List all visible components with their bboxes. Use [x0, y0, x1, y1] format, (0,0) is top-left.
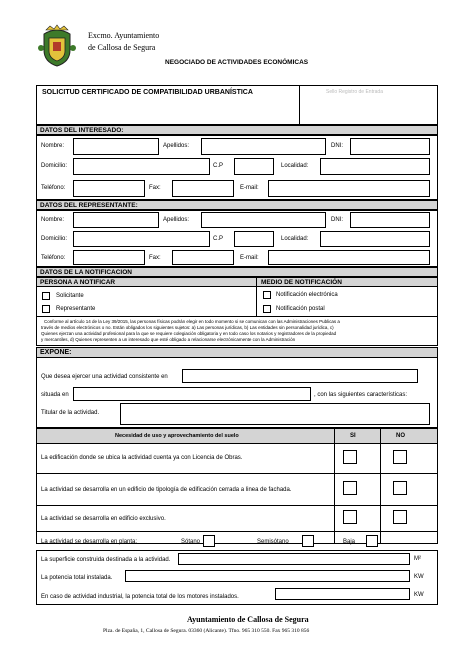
persona-title: PERSONA A NOTIFICAR	[40, 279, 116, 286]
label-localidad: Localidad:	[281, 163, 309, 169]
legal-line4: y mercantiles, d) Quienes representen a un interesado que esté obligado a relacionarse electrónicamente con la Administración	[41, 337, 296, 342]
rep-label-cp: C.P	[213, 236, 224, 242]
footer-address: Plza. de España, 1, Callosa de Segura. 03360 (Alicante). Tfno. 965 310 550. Fax 965 310 856	[103, 628, 310, 634]
apellidos-field[interactable]	[201, 138, 326, 155]
medio-title: MEDIO DE NOTIFICACIÓN	[261, 279, 342, 286]
label-cp: C.P	[213, 163, 224, 169]
telefono-field[interactable]	[73, 180, 145, 197]
rep-cp-field[interactable]	[234, 231, 274, 247]
nombre-field[interactable]	[73, 138, 159, 155]
row5-label: La superficie construida destinada a la actividad.	[41, 557, 171, 563]
rep-localidad-field[interactable]	[320, 231, 430, 247]
legal-line3: Quienes ejerzan una actividad profesional para la que se requiere colegiación obligatoria y en todo caso los notarios y registradores de la propiedad	[41, 331, 337, 336]
org-line2: de Callosa de Segura	[88, 43, 156, 52]
rep-apellidos-field[interactable]	[201, 212, 326, 228]
row1-no-checkbox[interactable]	[393, 450, 407, 464]
fax-field[interactable]	[172, 180, 234, 197]
notificacion-divider-2	[256, 287, 257, 317]
row4-label: La actividad se desarrolla en planta:	[41, 539, 138, 545]
rep-label-fax: Fax:	[149, 255, 161, 261]
solicitante-label: Solicitante	[56, 293, 84, 299]
stamp-label: Sello Registro de Entrada	[326, 89, 383, 95]
semisotano-checkbox[interactable]	[302, 535, 314, 547]
section-notificacion-title: DATOS DE LA NOTIFICACION	[40, 269, 132, 276]
rep-dni-field[interactable]	[350, 212, 430, 228]
rep-fax-field[interactable]	[172, 250, 234, 265]
sotano-label: Sótano	[181, 539, 201, 545]
motores-field[interactable]	[275, 588, 410, 600]
solicitante-checkbox[interactable]	[42, 292, 50, 300]
org-line1: Excmo. Ayuntamiento	[88, 31, 160, 40]
label-email: E-mail:	[240, 185, 259, 191]
label-domicilio: Domicilio:	[41, 163, 68, 169]
postal-checkbox[interactable]	[263, 305, 271, 313]
department-title: NEGOCIADO DE ACTIVIDADES ECONÓMICAS	[165, 59, 309, 66]
sotano-checkbox[interactable]	[203, 535, 215, 547]
row2-si-checkbox[interactable]	[343, 481, 357, 495]
section-representante-title: DATOS DEL REPRESENTANTE:	[40, 202, 138, 209]
superficie-field[interactable]	[178, 553, 410, 565]
section-expone	[36, 347, 438, 358]
section-expone-title: EXPONE:	[40, 349, 72, 356]
rep-telefono-field[interactable]	[73, 250, 145, 265]
postal-label: Notificación postal	[276, 306, 325, 312]
representante-label: Representante	[56, 306, 96, 312]
row3-label: La actividad se desarrolla en edificio exclusivo.	[41, 516, 166, 522]
row7-label: En caso de actividad industrial, la potencia total de los motores instalados.	[41, 594, 239, 600]
unit-kw2: KW	[414, 592, 424, 598]
caracteristicas-label: , con las siguientes características:	[314, 392, 408, 398]
situada-label: situada en	[41, 392, 69, 398]
form-title: SOLICITUD CERTIFICADO DE COMPATIBILIDAD URBANÍSTICA	[42, 89, 253, 96]
rep-label-email: E-mail:	[240, 255, 259, 261]
rep-nombre-field[interactable]	[73, 212, 159, 228]
unit-m2: M²	[414, 556, 421, 562]
row2-no-checkbox[interactable]	[393, 481, 407, 495]
label-telefono: Teléfono:	[41, 185, 66, 191]
label-fax: Fax:	[149, 185, 161, 191]
legal-line2: través de medios electrónicos o no. Están obligados los siguientes sujetos: a) Las personas jurídicas, b) Las entidades sin personalidad jurídica, c)	[41, 325, 334, 330]
rep-label-telefono: Teléfono:	[41, 255, 66, 261]
coat-of-arms-icon	[36, 24, 78, 68]
electronica-label: Notificación electrónica	[276, 292, 338, 298]
label-nombre: Nombre:	[41, 143, 65, 149]
row6-label: La potencia total instalada.	[41, 575, 113, 581]
rep-label-apellidos: Apellidos:	[163, 217, 190, 223]
legal-line1: Conforme al artículo 14 de la Ley 39/2015, las personas físicas podrán elegir en todo momento si se comunican con las Administraciones Publicas a	[44, 319, 340, 324]
row-divider-1	[36, 473, 438, 474]
row1-si-checkbox[interactable]	[343, 450, 357, 464]
uso-header-label: Necesidad de uso y aprovechamiento del suelo	[115, 433, 239, 439]
notificacion-area	[36, 287, 438, 317]
row2-label: La actividad se desarrolla en un edificio de tipología de edificación cerrada a linea de fachada.	[41, 487, 292, 493]
localidad-field[interactable]	[320, 158, 430, 175]
row1-label: La edificación donde se ubica la actividad cuenta ya con Licencia de Obras.	[41, 455, 243, 461]
electronica-checkbox[interactable]	[263, 291, 271, 299]
row3-si-checkbox[interactable]	[343, 510, 357, 524]
row-divider-2	[36, 505, 438, 506]
label-apellidos: Apellidos:	[163, 143, 190, 149]
domicilio-field[interactable]	[73, 158, 210, 175]
actividad-label: Que desea ejercer una actividad consistente en	[41, 374, 168, 380]
titular-field[interactable]	[120, 403, 430, 425]
label-dni: DNI:	[331, 143, 343, 149]
unit-kw1: KW	[414, 574, 424, 580]
rep-domicilio-field[interactable]	[73, 231, 210, 247]
representante-checkbox[interactable]	[42, 305, 50, 313]
si-header: SI	[350, 433, 356, 439]
no-header: NO	[396, 433, 405, 439]
rep-label-localidad: Localidad:	[281, 236, 309, 242]
actividad-field[interactable]	[182, 369, 418, 383]
rep-label-nombre: Nombre:	[41, 217, 65, 223]
rep-label-dni: DNI:	[331, 217, 343, 223]
situada-field[interactable]	[73, 387, 311, 401]
row3-no-checkbox[interactable]	[393, 510, 407, 524]
footer-org: Ayuntamiento de Callosa de Segura	[187, 615, 309, 624]
dni-field[interactable]	[350, 138, 430, 155]
potencia-field[interactable]	[125, 570, 410, 582]
titular-label: Titular de la actividad.	[41, 410, 100, 416]
email-field[interactable]	[268, 180, 430, 197]
rep-label-domicilio: Domicilio:	[41, 236, 68, 242]
rep-email-field[interactable]	[268, 250, 430, 265]
baja-checkbox[interactable]	[366, 535, 378, 547]
baja-label: Baja	[343, 539, 356, 545]
row-divider-3	[36, 531, 438, 532]
semisotano-label: Semisótano	[257, 539, 289, 545]
cp-field[interactable]	[234, 158, 274, 175]
title-divider	[299, 85, 300, 125]
section-interesado-title: DATOS DEL INTERESADO:	[40, 127, 124, 134]
